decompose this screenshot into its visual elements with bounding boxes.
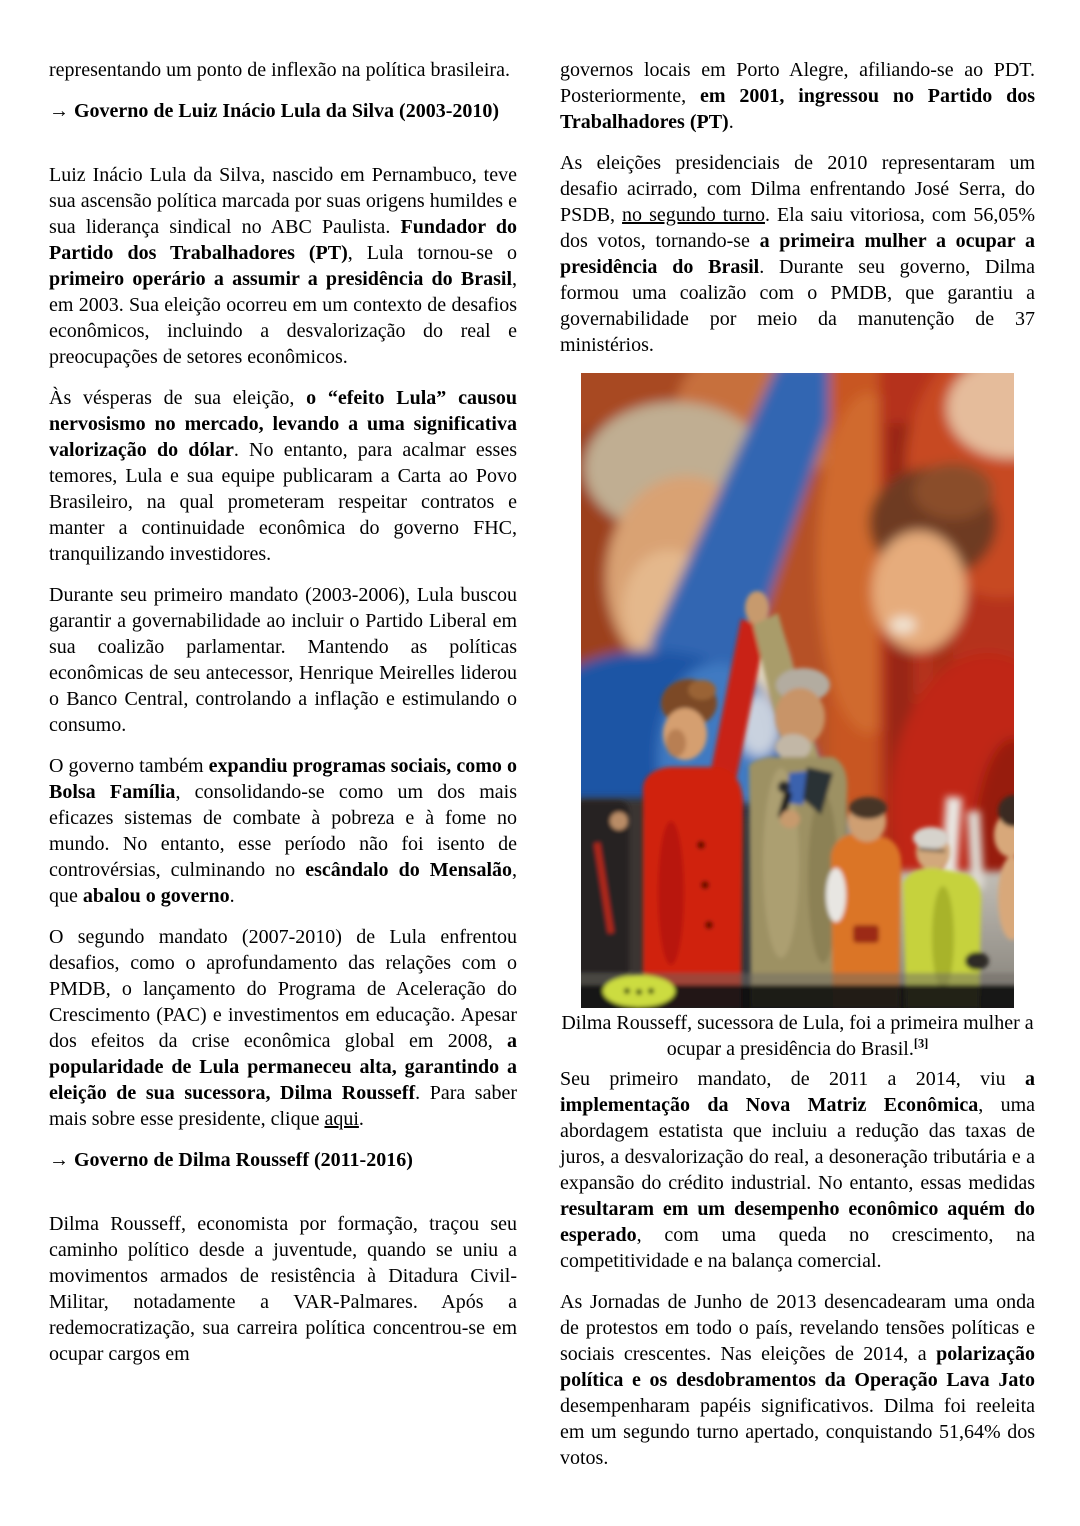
paragraph-2010-elections [560,150,1035,358]
text-run: . Durante seu governo, Dilma formou uma coalizão com o PMDB, que garantiu a governabilidade por meio da manutenção de 37 ministérios. [560,256,1035,356]
text-run: Durante seu primeiro mandato (2003-2006), Lula buscou garantir a governabilidade ao incluir o Partido Liberal em sua coalizão parlamentar. Mantendo as políticas econômicas de seu antecessor, Henrique Meirelles liderou o Banco Central, controlando a inflação e estimulando o consumo. [49,584,517,736]
paragraph-social-programs [49,753,517,909]
text-run: O segundo mandato (2007-2010) de Lula enfrentou desafios, como o aprofundamento das relações com o PMDB, o lançamento do Programa de Aceleração do Crescimento (PAC) e investimentos em educação. Apesar dos efeitos da crise econômica global em 2008, [49,926,517,1052]
text-run: . [728,111,734,133]
text-run: escândalo do Mensalão [305,859,512,881]
text-run: Dilma Rousseff, economista por formação, traçou seu caminho político desde a juventude, quando se uniu a movimentos armados de resistência à Ditadura Civil-Militar, notadamente a VAR-Palmares. Após a redemocratização, sua carreira política concentrou-se em ocupar cargos em [49,1213,517,1365]
paragraph-second-mandate [49,924,517,1132]
figure-lula-dilma [560,373,1035,1062]
paragraph-first-mandate [49,582,517,738]
text-run: As Jornadas de Junho de 2013 desencadearam uma onda de protestos em todo o país, revelando tensões políticas e sociais crescentes. Nas eleições de 2014, a [560,1291,1035,1365]
text-run: a implementação da Nova Matriz Econômica [560,1068,1035,1116]
paragraph-intro-continuation [49,57,517,83]
text-run: abalou o governo [82,885,230,907]
text-run: → Governo de Dilma Rousseff (2011-2016) [49,1149,413,1171]
text-run: O governo também [49,755,209,777]
section-heading-dilma-government [49,1147,517,1173]
text-run: representando um ponto de inflexão na política brasileira. [49,59,510,81]
text-run: governos locais em Porto Alegre, afiliando-se ao PDT. Posteriormente, [560,59,1035,107]
text-run: , consolidando-se como um dos mais eficazes sistemas de combate à pobreza e à fome no mundo. No entanto, esse período não foi isento de controvérsias, culminando no [49,781,517,881]
text-run: Dilma Rousseff, sucessora de Lula, foi a primeira mulher a ocupar a presidência do Brasil. [561,1012,1034,1060]
figure-caption [560,1010,1035,1062]
paragraph-dilma-background [49,1211,517,1367]
photo-illustration [581,373,1014,1008]
text-run: Seu primeiro mandato, de 2011 a 2014, viu [560,1068,1025,1090]
inline-link[interactable]: no segundo turno [622,204,765,226]
inline-link[interactable]: aqui [324,1108,359,1130]
text-run: , com uma queda no crescimento, na competitividade e na balança comercial. [560,1224,1035,1272]
footnote-ref: [3] [913,1036,929,1051]
text-run: primeiro operário a assumir a presidência do Brasil [49,268,512,290]
text-run: → Governo de Luiz Inácio Lula da Silva (2003-2010) [49,100,500,122]
text-run: Às vésperas de sua eleição, [49,387,307,409]
text-run: a primeira mulher a ocupar a presidência do Brasil [560,230,1035,278]
text-run: Luiz Inácio Lula da Silva, nascido em Pernambuco, teve sua ascensão política marcada por suas origens humildes e sua liderança sindical no ABC Paulista. [49,164,517,238]
text-run: . Para saber mais sobre esse presidente, clique [49,1082,517,1130]
text-run: desempenharam papéis significativos. Dilma foi reeleita em um segundo turno apertado, conquistando 51,64% dos votos. [560,1395,1035,1469]
paragraph-nova-matriz [560,1066,1035,1274]
text-run: polarização política e os desdobramentos da Operação Lava Jato [560,1343,1035,1391]
text-run: As eleições presidenciais de 2010 representaram um desafio acirrado, com Dilma enfrentando José Serra, do PSDB, [560,152,1035,226]
left-column [49,57,517,1506]
text-run: . No entanto, para acalmar esses temores, Lula e sua equipe publicaram a Carta ao Povo Brasileiro, na qual prometeram respeitar contratos e manter a continuidade econômica do governo FHC, tranquilizando investidores. [49,439,517,565]
paragraph-lula-origins [49,162,517,370]
text-run: . [358,1108,364,1130]
text-run: . [229,885,235,907]
text-run: em 2001, ingressou no Partido dos Trabalhadores (PT) [560,85,1035,133]
text-run: , Lula tornou-se o [347,242,517,264]
text-run: . Ela saiu vitoriosa, com 56,05% dos votos, tornando-se [560,204,1035,252]
text-run: expandiu programas sociais, como o Bolsa Família [49,755,517,803]
photo-lula-dilma [581,373,1014,1008]
text-run: , uma abordagem estatista que incluiu a redução das taxas de juros, a desvalorização do real, a desoneração tributária e a expansão do crédito industrial. No entanto, essas medidas [560,1094,1035,1194]
text-run: , que [49,859,517,907]
text-run: Fundador do Partido dos Trabalhadores (PT) [49,216,517,264]
text-run: resultaram em um desempenho econômico aquém do esperado [560,1198,1035,1246]
section-heading-lula-government [49,98,517,124]
right-column [560,57,1035,1506]
paragraph-pdt-pt [560,57,1035,135]
paragraph-efeito-lula [49,385,517,567]
paragraph-jornadas-2013 [560,1289,1035,1471]
text-run: a popularidade de Lula permaneceu alta, garantindo a eleição de sua sucessora, Dilma Rousseff [49,1030,517,1104]
text-run: o “efeito Lula” causou nervosismo no mercado, levando a uma significativa valorização do dólar [49,387,517,461]
text-run: , em 2003. Sua eleição ocorreu em um contexto de desafios econômicos, incluindo a desvalorização do real e preocupações de setores econômicos. [49,268,517,368]
